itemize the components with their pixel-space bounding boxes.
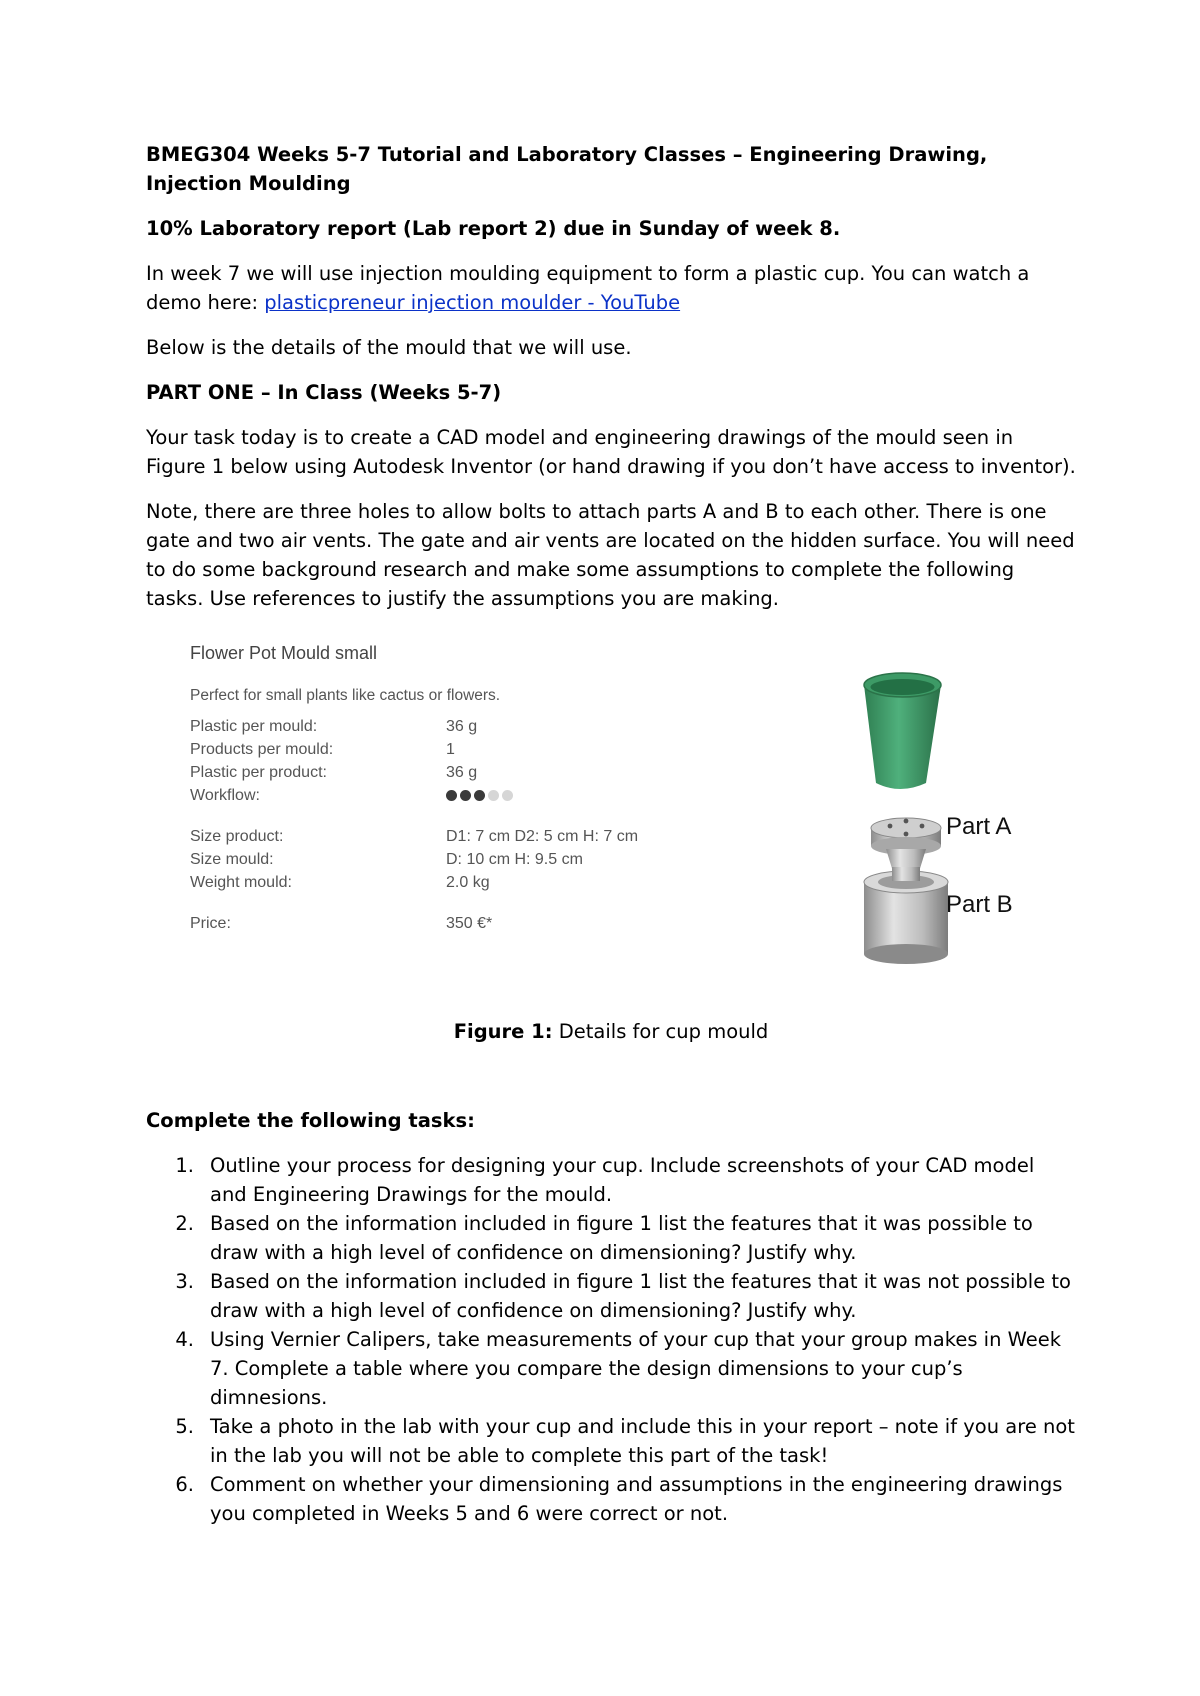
task-paragraph: Your task today is to create a CAD model and engineering drawings of the mould seen in Figure 1 below using Autodesk Inventor (or hand drawing if you don’t have access to inventor).: [146, 426, 1076, 478]
task-text: Based on the information included in figure 1 list the features that it was not possible to draw with a high level of confidence on dimensioning? Justify why.: [210, 1270, 1071, 1322]
spec-group-1: [190, 715, 710, 784]
spec-value: D: 10 cm H: 9.5 cm: [446, 851, 583, 868]
caption-label: Figure 1:: [453, 1020, 553, 1043]
figure-caption: [146, 1017, 1076, 1046]
task-text: Comment on whether your dimensioning and assumptions in the engineering drawings you completed in Weeks 5 and 6 were correct or not.: [210, 1473, 1063, 1525]
spec-value: 350 €*: [446, 915, 493, 932]
task-number: 1.: [175, 1154, 194, 1177]
workflow-dot: [446, 790, 457, 801]
tasks-heading: Complete the following tasks:: [146, 1109, 475, 1132]
task-text: Outline your process for designing your cup. Include screenshots of your CAD model and Engineering Drawings for the mould.: [210, 1154, 1035, 1206]
spec-row-workflow: [190, 784, 710, 807]
spec-value: D1: 7 cm D2: 5 cm H: 7 cm: [446, 828, 639, 845]
document-heading: BMEG304 Weeks 5-7 Tutorial and Laboratory Classes – Engineering Drawing, Injection Moulding: [146, 143, 988, 195]
task-number: 3.: [175, 1270, 194, 1293]
part-a-label: Part A: [946, 813, 1012, 840]
spec-label: Price:: [190, 915, 231, 932]
spec-label: Size product:: [190, 828, 284, 845]
spec-title: Flower Pot Mould small: [190, 643, 378, 663]
workflow-dot: [474, 790, 485, 801]
task-number: 4.: [175, 1328, 194, 1351]
spec-group-2: [190, 825, 710, 894]
cup-and-mould-image: [776, 635, 1076, 985]
workflow-dot: [460, 790, 471, 801]
spec-value: 1: [446, 741, 455, 758]
workflow-rating: [446, 784, 710, 807]
spec-row: [190, 738, 710, 761]
due-notice: 10% Laboratory report (Lab report 2) due in Sunday of week 8.: [146, 217, 841, 240]
spec-label: Size mould:: [190, 851, 274, 868]
part-b-label: Part B: [946, 891, 1013, 918]
task-item: [146, 1325, 1076, 1412]
spec-label: Plastic per product:: [190, 764, 327, 781]
spec-label: Workflow:: [190, 787, 260, 804]
spec-label: Weight mould:: [190, 874, 292, 891]
note-paragraph: Note, there are three holes to allow bolts to attach parts A and B to each other. There is one gate and two air vents. The gate and air vents are located on the hidden surface. You will need to do some background research and make some assumptions to complete the following tasks. Use references to justify the assumptions you are making.: [146, 500, 1075, 610]
mould-spec-panel: [190, 643, 710, 935]
below-paragraph: Below is the details of the mould that we will use.: [146, 336, 632, 359]
spec-label: Plastic per mould:: [190, 718, 318, 735]
spec-row-price: [190, 912, 710, 935]
mould-part-a-icon: [871, 818, 941, 875]
task-item: [146, 1267, 1076, 1325]
green-cup-icon: [864, 673, 941, 789]
figure-1: [146, 635, 1076, 995]
intro-paragraph: [146, 259, 1076, 317]
part-one-heading: PART ONE – In Class (Weeks 5-7): [146, 381, 502, 404]
task-text: Based on the information included in figure 1 list the features that it was possible to draw with a high level of confidence on dimensioning? Justify why.: [210, 1212, 1033, 1264]
spec-row: [190, 871, 710, 894]
spec-value: 36 g: [446, 718, 478, 735]
task-item: [146, 1470, 1076, 1528]
spec-subtitle: Perfect for small plants like cactus or flowers.: [190, 687, 501, 704]
document-page: [146, 140, 1076, 1528]
spec-row: [190, 761, 710, 784]
spec-row: [190, 848, 710, 871]
task-number: 6.: [175, 1473, 194, 1496]
task-item: [146, 1209, 1076, 1267]
spec-value: 36 g: [446, 764, 478, 781]
task-number: 2.: [175, 1212, 194, 1235]
task-item: [146, 1151, 1076, 1209]
demo-video-link[interactable]: plasticpreneur injection moulder - YouTube: [264, 291, 681, 314]
mould-illustration: [776, 635, 1076, 985]
task-text: Using Vernier Calipers, take measurements of your cup that your group makes in Week 7. Complete a table where you compare the design dimensions to your cup’s dimnesions.: [210, 1328, 1062, 1409]
spec-value: 2.0 kg: [446, 874, 490, 891]
workflow-dot: [502, 790, 513, 801]
task-number: 5.: [175, 1415, 194, 1438]
task-item: [146, 1412, 1076, 1470]
spec-row: [190, 715, 710, 738]
spec-label: Products per mould:: [190, 741, 334, 758]
task-list: [146, 1151, 1076, 1528]
spec-row: [190, 825, 710, 848]
caption-text: Details for cup mould: [552, 1020, 769, 1043]
mould-part-b-icon: [864, 867, 948, 964]
intro-text: In week 7 we will use injection moulding equipment to form a plastic cup. You can watch a demo here:: [146, 262, 1030, 314]
task-text: Take a photo in the lab with your cup and include this in your report – note if you are not in the lab you will not be able to complete this part of the task!: [210, 1415, 1075, 1467]
workflow-dot: [488, 790, 499, 801]
